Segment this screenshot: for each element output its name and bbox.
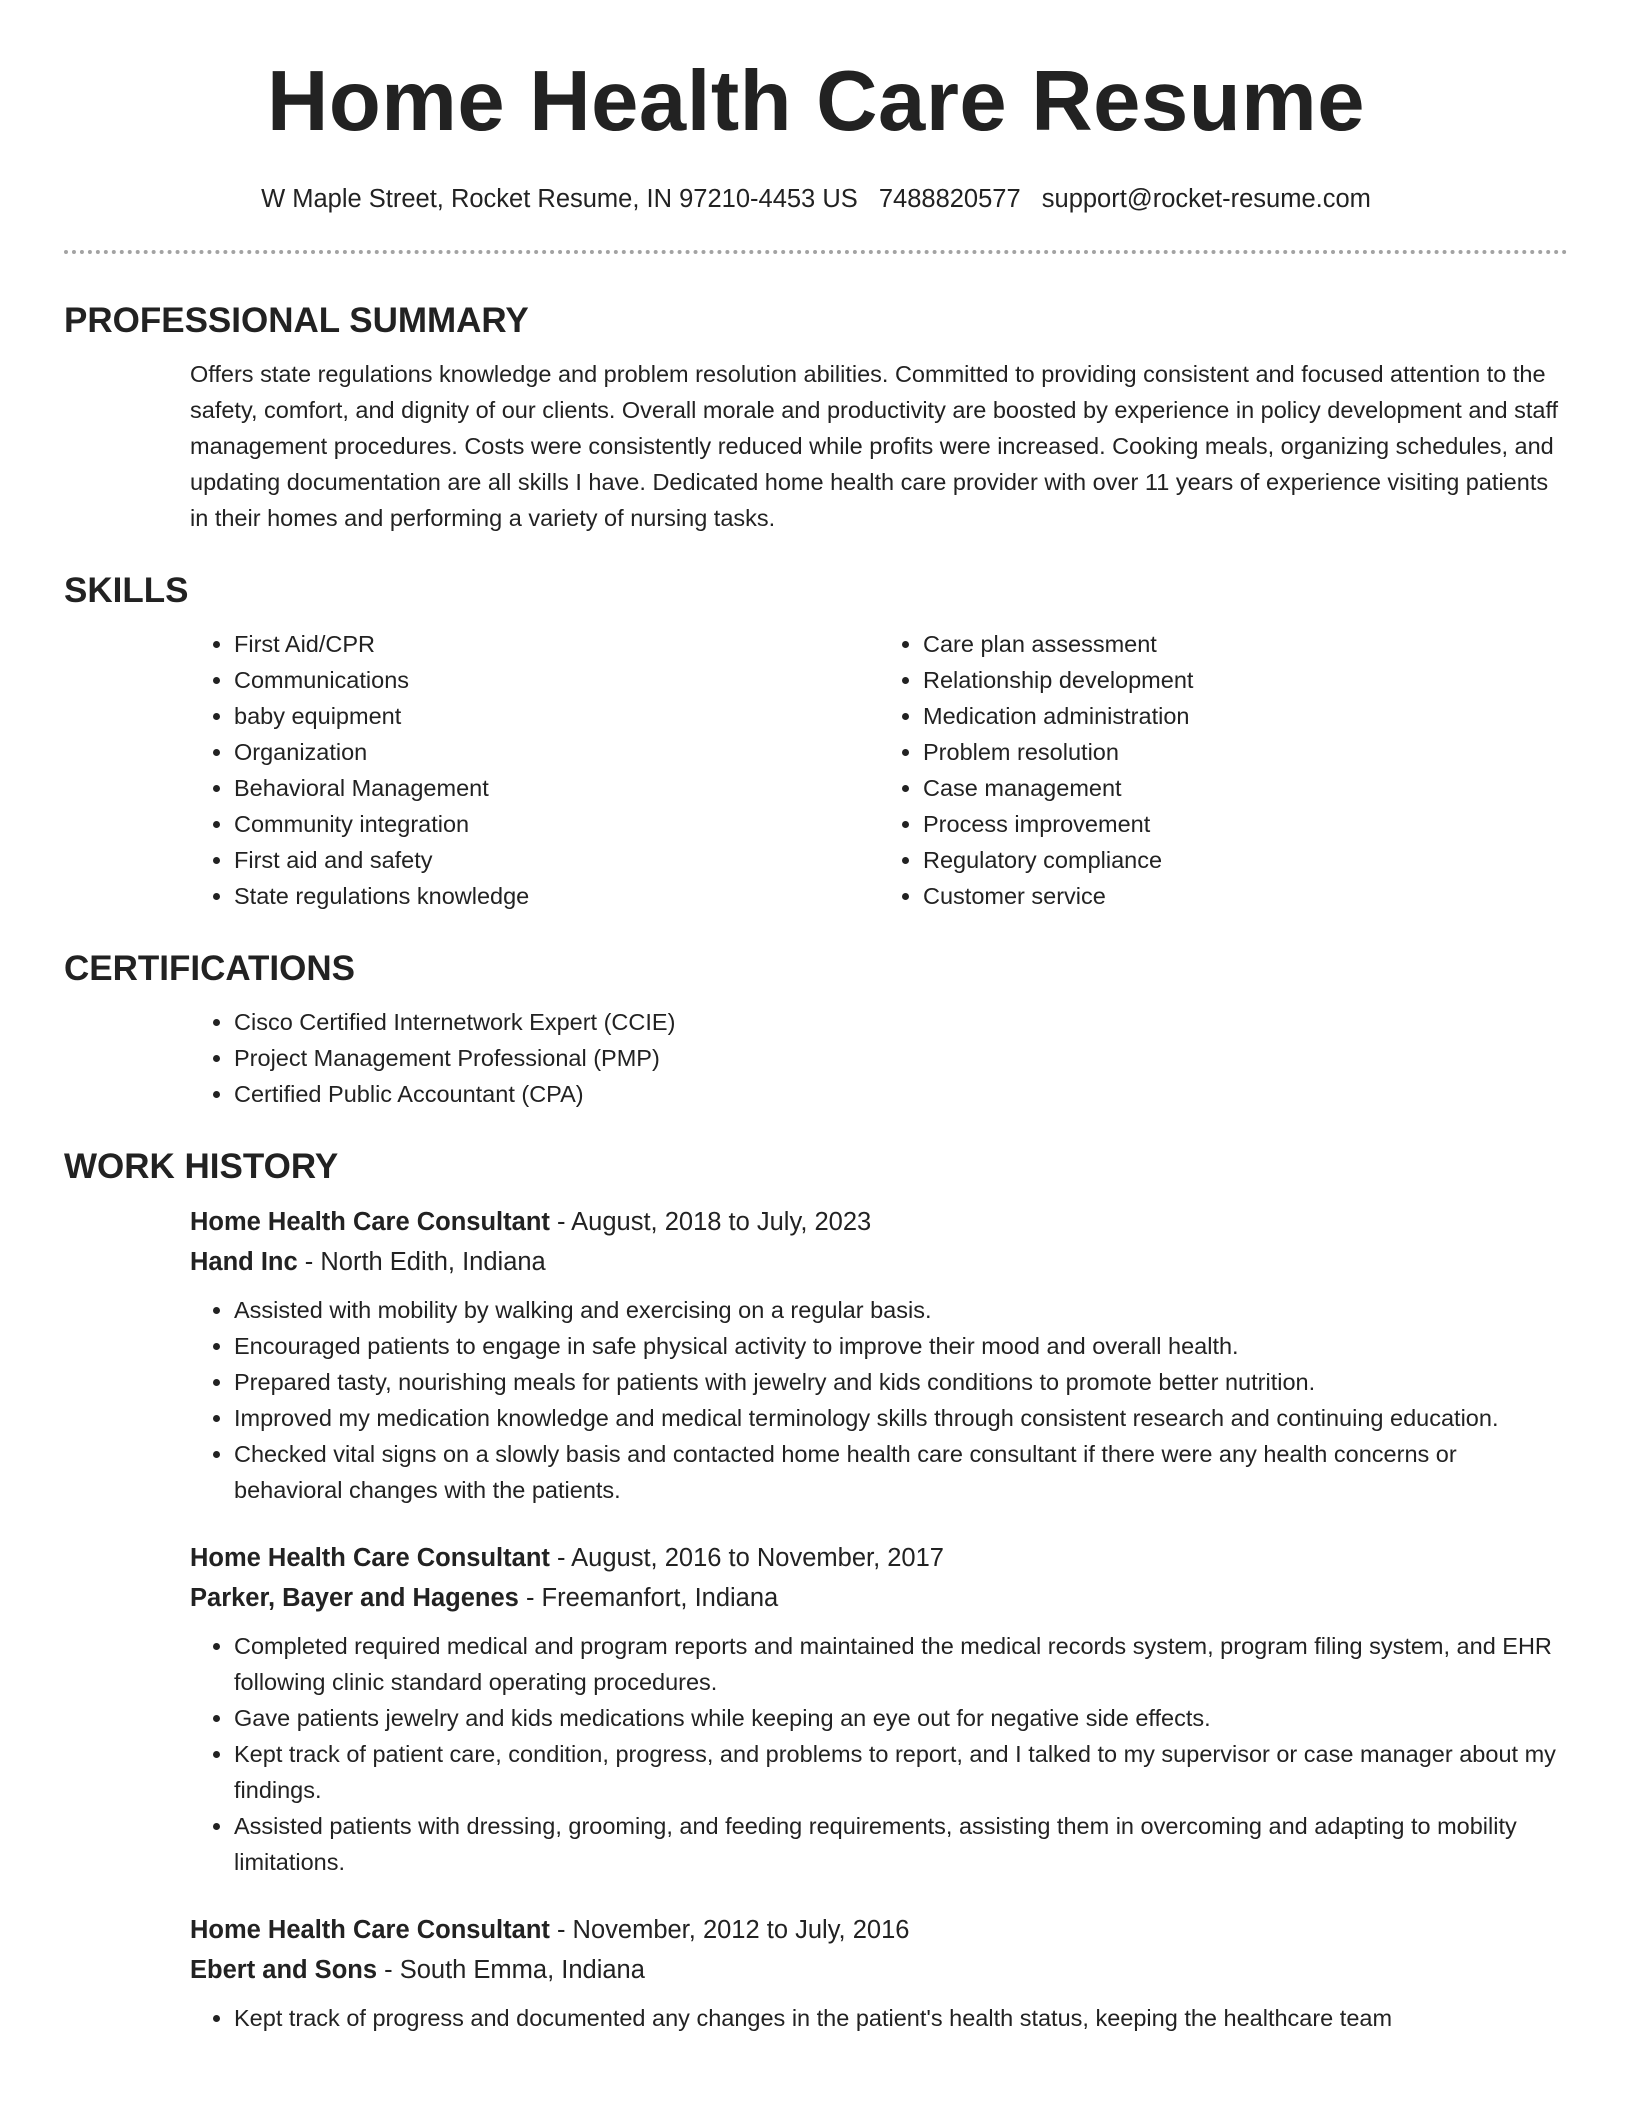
summary-text: Offers state regulations knowledge and problem resolution abilities. Committed to providing consistent and focused attention to the safety, comfort, and dignity of our clients. Overall morale and productivity are boosted by experience in policy development and staff management procedures. Costs were consistently reduced while profits were increased. Cooking meals, organizing schedules, and updating documentation are all skills I have. Dedicated home health care provider with over 11 years of experience visiting patients in their homes and performing a variety of nursing tasks. (190, 361, 1559, 531)
job-company: Parker, Bayer and Hagenes (190, 1584, 519, 1612)
contact-address: W Maple Street, Rocket Resume, IN 97210-4453 US (261, 185, 858, 213)
job-bullet: • Gave patients jewelry and kids medications while keeping an eye out for negative side effects. (234, 1700, 1568, 1736)
skill-item: • Relationship development (923, 662, 1568, 698)
job-dates: - August, 2018 to July, 2023 (549, 1208, 872, 1236)
job-bullet: • Checked vital signs on a slowly basis and contacted home health care consultant if there were any health concerns or behavioral changes with the patients. (234, 1436, 1568, 1508)
skill-item: • Medication administration (923, 698, 1568, 734)
resume-title: Home Health Care Resume (267, 54, 1365, 149)
summary-section (64, 296, 1568, 536)
job-bullet: • Assisted with mobility by walking and exercising on a regular basis. (234, 1292, 1568, 1328)
job-bullet: • Kept track of patient care, condition, progress, and problems to report, and I talked to my supervisor or case manager about my findings. (234, 1736, 1568, 1808)
job-bullet-list (190, 1628, 1568, 1880)
job-entry (190, 1538, 1568, 1880)
job-bullet: • Prepared tasty, nourishing meals for patients with jewelry and kids conditions to promote better nutrition. (234, 1364, 1568, 1400)
work-history-section (64, 1142, 1568, 2036)
skills-list-right (879, 626, 1568, 914)
skill-item: • Customer service (923, 878, 1568, 914)
job-company-line (190, 1578, 1568, 1618)
resume-content (64, 296, 1568, 2036)
job-company-line (190, 1950, 1568, 1990)
job-bullet: • Kept track of progress and documented any changes in the patient's health status, keeping the healthcare team (234, 2000, 1568, 2036)
job-title: Home Health Care Consultant (190, 1208, 550, 1236)
certification-item: • Certified Public Accountant (CPA) (234, 1076, 1568, 1112)
certification-item: • Project Management Professional (PMP) (234, 1040, 1568, 1076)
summary-heading: PROFESSIONAL SUMMARY (64, 301, 529, 340)
work-history-heading: WORK HISTORY (64, 1147, 339, 1186)
job-title-line (190, 1202, 1568, 1242)
job-location: - Freemanfort, Indiana (518, 1584, 779, 1612)
skill-item: • Communications (234, 662, 879, 698)
skill-item: • Behavioral Management (234, 770, 879, 806)
skill-item: • baby equipment (234, 698, 879, 734)
job-bullet-list (190, 1292, 1568, 1508)
job-bullet: • Assisted patients with dressing, grooming, and feeding requirements, assisting them in overcoming and adapting to mobility limitations. (234, 1808, 1568, 1880)
skill-item: • Case management (923, 770, 1568, 806)
skill-item: • State regulations knowledge (234, 878, 879, 914)
skill-item: • First aid and safety (234, 842, 879, 878)
skills-list-left (190, 626, 879, 914)
skill-item: • Regulatory compliance (923, 842, 1568, 878)
certifications-heading: CERTIFICATIONS (64, 949, 356, 988)
job-title: Home Health Care Consultant (190, 1916, 550, 1944)
job-location: - North Edith, Indiana (297, 1248, 546, 1276)
job-bullet-list (190, 2000, 1568, 2036)
job-entry (190, 1202, 1568, 1508)
skill-item: • First Aid/CPR (234, 626, 879, 662)
skill-item: • Process improvement (923, 806, 1568, 842)
job-company: Hand Inc (190, 1248, 298, 1276)
job-title-line (190, 1910, 1568, 1950)
certifications-section (64, 944, 1568, 1112)
skill-item: • Care plan assessment (923, 626, 1568, 662)
job-bullet: • Encouraged patients to engage in safe physical activity to improve their mood and overall health. (234, 1328, 1568, 1364)
skill-item: • Problem resolution (923, 734, 1568, 770)
job-title: Home Health Care Consultant (190, 1544, 550, 1572)
contact-phone: 7488820577 (878, 185, 1021, 213)
job-entry (190, 1910, 1568, 2036)
job-bullet: • Completed required medical and program reports and maintained the medical records system, program filing system, and EHR following clinic standard operating procedures. (234, 1628, 1568, 1700)
job-location: - South Emma, Indiana (377, 1956, 645, 1984)
job-title-line (190, 1538, 1568, 1578)
job-company: Ebert and Sons (190, 1956, 378, 1984)
skills-heading: SKILLS (64, 571, 189, 610)
certification-item: • Cisco Certified Internetwork Expert (CCIE) (234, 1004, 1568, 1040)
contact-line (0, 182, 1632, 216)
skills-section (64, 566, 1568, 914)
skill-item: • Community integration (234, 806, 879, 842)
job-dates: - August, 2016 to November, 2017 (549, 1544, 944, 1572)
job-company-line (190, 1242, 1568, 1282)
header-divider (64, 250, 1568, 254)
skill-item: • Organization (234, 734, 879, 770)
job-bullet: • Improved my medication knowledge and medical terminology skills through consistent research and continuing education. (234, 1400, 1568, 1436)
job-dates: - November, 2012 to July, 2016 (549, 1916, 910, 1944)
skills-grid (190, 626, 1568, 914)
contact-email: support@rocket-resume.com (1041, 185, 1371, 213)
certifications-list (190, 1004, 1568, 1112)
